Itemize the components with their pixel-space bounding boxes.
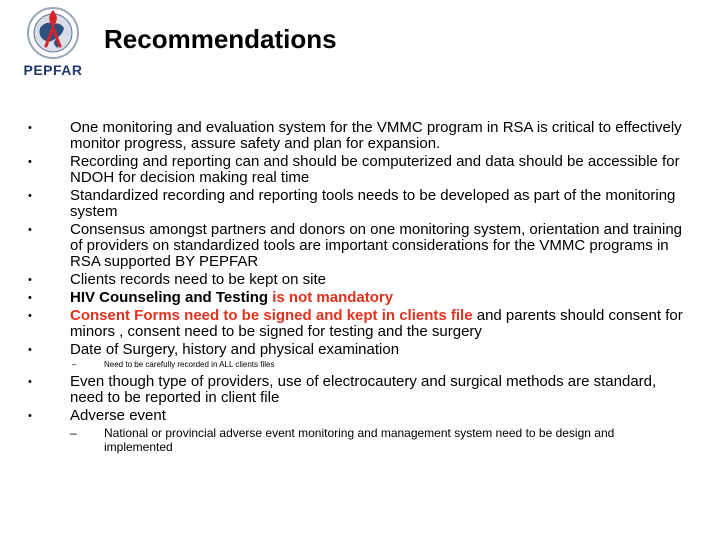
bullet-text-highlight: is not mandatory	[272, 289, 394, 306]
bullet-icon: •	[28, 156, 32, 168]
dash-icon: –	[72, 360, 77, 369]
sub-bullet-text: National or provincial adverse event monitoring and management system need to be design and implemented	[104, 426, 615, 454]
bullet-icon: •	[28, 224, 32, 236]
bullet-text: Adverse event	[70, 407, 166, 424]
bullet-item	[26, 342, 686, 358]
bullet-icon: •	[28, 310, 32, 322]
bullet-item	[26, 188, 686, 220]
bullet-icon: •	[28, 376, 32, 388]
bullet-item	[26, 290, 686, 306]
bullet-icon: •	[28, 122, 32, 134]
bullet-icon: •	[28, 410, 32, 422]
bullet-item	[26, 374, 686, 406]
bullet-icon: •	[28, 274, 32, 286]
bullet-item	[26, 154, 686, 186]
sub-bullet-item	[26, 360, 686, 370]
bullet-item	[26, 222, 686, 270]
sub-bullet-text: Need to be carefully recorded in ALL clients files	[104, 360, 275, 369]
bullet-icon: •	[28, 190, 32, 202]
page-title: Recommendations	[104, 24, 337, 54]
sub-bullet-item	[26, 426, 686, 454]
bullet-item	[26, 408, 686, 424]
logo-wordmark: PEPFAR	[23, 62, 83, 78]
pepfar-seal-icon	[26, 6, 80, 60]
bullet-item	[26, 308, 686, 340]
bullet-text: Date of Surgery, history and physical examination	[70, 341, 400, 358]
bullet-text: Even though type of providers, use of electrocautery and surgical methods are standard, need to be reported in client file	[70, 373, 657, 406]
bullet-text-highlight: Consent Forms need to be signed and kept in clients file	[70, 307, 473, 324]
dash-icon: –	[70, 426, 77, 440]
bullet-text: and parents should consent for minors , consent need to be signed for testing and the surgery	[70, 307, 683, 340]
bullet-text: Recording and reporting can and should be computerized and data should be accessible for NDOH for decision making real time	[70, 153, 680, 186]
bullet-list	[26, 120, 686, 458]
bullet-item	[26, 272, 686, 288]
bullet-icon: •	[28, 344, 32, 356]
bullet-text: Consensus amongst partners and donors on one monitoring system, orientation and training of providers on standardized tools are important considerations for the VMMC programs in RSA supported BY PEPFAR	[70, 221, 683, 270]
pepfar-logo	[18, 6, 88, 84]
bullet-text: Standardized recording and reporting tools needs to be developed as part of the monitoring system	[70, 187, 676, 220]
bullet-text-bold: HIV Counseling and Testing	[70, 289, 273, 306]
bullet-text: One monitoring and evaluation system for the VMMC program in RSA is critical to effectively monitor progress, assure safety and plan for expansion.	[70, 119, 682, 152]
bullet-item	[26, 120, 686, 152]
bullet-text: Clients records need to be kept on site	[70, 271, 326, 288]
bullet-icon: •	[28, 292, 32, 304]
